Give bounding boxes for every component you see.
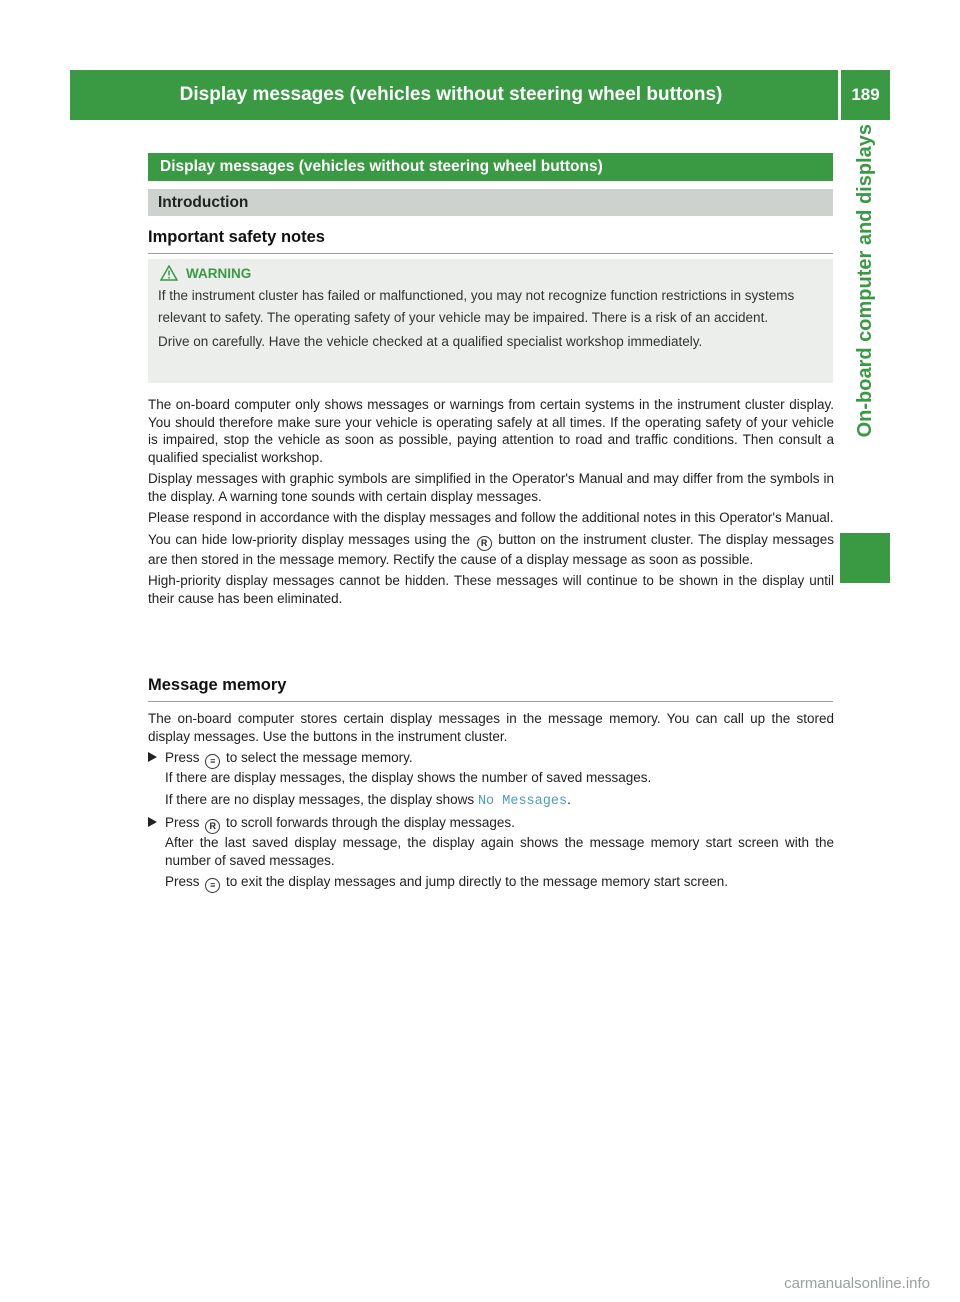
step-text: to select the message memory. — [226, 750, 413, 765]
step-instruction — [165, 814, 834, 834]
step-item — [148, 814, 834, 893]
menu-button-icon: ≡ — [205, 878, 220, 893]
paragraph: The on-board computer stores certain display messages in the message memory. You can call up the stored display messages. Use the buttons in the instrument cluster. — [148, 711, 834, 744]
step-text: Press — [165, 750, 200, 765]
section-title: Display messages (vehicles without steering wheel buttons) — [148, 153, 833, 181]
step-text: to scroll forwards through the display messages. — [226, 815, 515, 830]
step-arrow-icon — [148, 817, 157, 827]
paragraph-text: button on the instrument cluster. The display messages are then stored in the message memory. Rectify the cause of a display message as soon as possible. — [148, 531, 834, 567]
warning-header — [160, 265, 825, 281]
memory-text — [148, 710, 834, 897]
safety-heading: Important safety notes — [148, 228, 833, 254]
paragraph: Please respond in accordance with the display messages and follow the additional notes in this Operator's Manual. — [148, 510, 834, 525]
display-code: No Messages — [477, 793, 568, 809]
step-arrow-icon — [148, 752, 157, 762]
step-result: If there are display messages, the display shows the number of saved messages. — [165, 770, 652, 785]
step-result — [165, 791, 834, 811]
warning-text — [158, 285, 825, 353]
menu-button-icon: ≡ — [205, 754, 220, 769]
page-number: 189 — [851, 85, 880, 104]
step-text: If there are no display messages, the display shows — [165, 791, 475, 807]
warning-paragraph: If the instrument cluster has failed or malfunctioned, you may not recognize function restrictions in systems relevant to safety. The operating safety of your vehicle may be impaired. There is a risk of an accident. — [158, 288, 795, 325]
memory-heading: Message memory — [148, 676, 833, 702]
section-subtitle: Introduction — [148, 189, 833, 216]
paragraph: The on-board computer only shows messages or warnings from certain systems in the instrument cluster display. You should therefore make sure your vehicle is operating safely at all times. If the operating safety of your vehicle is impaired, stop the vehicle as soon as possible, paying attention to road and traffic conditions. Then consult a qualified specialist workshop. — [148, 397, 834, 465]
warning-box — [148, 259, 833, 383]
warning-triangle-icon — [160, 265, 178, 281]
step-instruction — [165, 749, 834, 769]
paragraph-text: You can hide low-priority display messages using the — [148, 531, 471, 547]
warning-label: WARNING — [186, 265, 252, 281]
step-result — [165, 873, 834, 893]
step-text: to exit the display messages and jump directly to the message memory start screen. — [226, 874, 729, 889]
header-title: Display messages (vehicles without steering wheel buttons) — [179, 84, 723, 105]
footer-watermark: carmanualsonline.info — [784, 1275, 930, 1292]
page-header — [70, 70, 890, 120]
side-chapter-tab — [840, 124, 890, 584]
reset-button-icon: R — [477, 536, 492, 551]
step-text: Press — [165, 874, 200, 889]
step-text: Press — [165, 815, 200, 830]
paragraph: Display messages with graphic symbols are simplified in the Operator's Manual and may differ from the symbols in the display. A warning tone sounds with certain display messages. — [148, 471, 834, 504]
side-tab-marker — [840, 533, 890, 583]
warning-paragraph: Drive on carefully. Have the vehicle checked at a qualified specialist workshop immediately. — [158, 334, 703, 349]
paragraph — [148, 531, 834, 569]
paragraph: High-priority display messages cannot be hidden. These messages will continue to be shown in the display until their cause has been eliminated. — [148, 573, 834, 606]
side-tab-label: On-board computer and displays — [853, 124, 876, 438]
step-item — [148, 749, 834, 810]
step-text: . — [567, 791, 571, 807]
intro-text — [148, 396, 834, 611]
reset-button-icon: R — [205, 819, 220, 834]
step-result: After the last saved display message, the display again shows the message memory start screen with the number of saved messages. — [165, 835, 834, 868]
